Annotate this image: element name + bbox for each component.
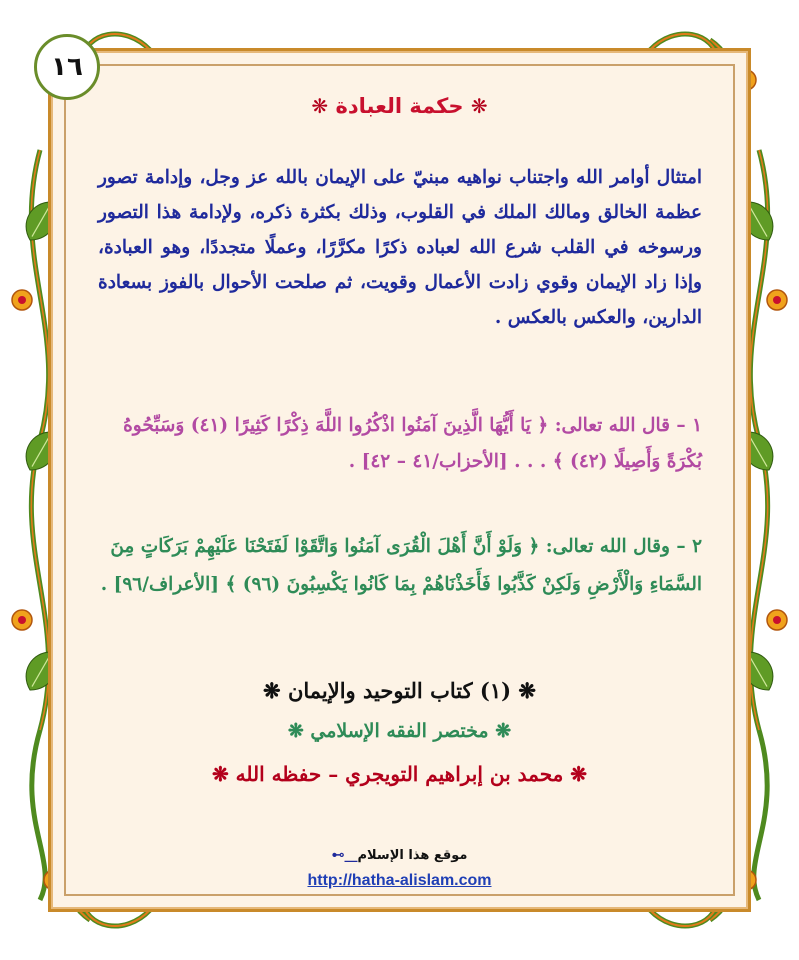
star-icon: ❋ bbox=[287, 720, 304, 742]
book-title-text: (١) كتاب التوحيد والإيمان bbox=[287, 678, 512, 703]
verse-2-intro: ٢ – وقال الله تعالى: bbox=[545, 536, 702, 557]
verse-1-reference: . . . [الأحزاب/٤١ – ٤٢] . bbox=[348, 451, 547, 472]
arrow-icon: __⊶ bbox=[331, 848, 358, 863]
star-icon: ❋ bbox=[263, 678, 281, 703]
site-label bbox=[0, 848, 799, 863]
book-title bbox=[0, 678, 799, 703]
site-url-link[interactable]: http://hatha-alislam.com bbox=[307, 872, 492, 889]
book-author-text: محمد بن إبراهيم التويجري – حفظه الله bbox=[235, 762, 564, 786]
star-icon: ❋ bbox=[495, 720, 512, 742]
book-author bbox=[0, 762, 799, 786]
title-text: حكمة العبادة bbox=[335, 94, 464, 118]
star-icon: ❋ bbox=[470, 94, 488, 118]
body-paragraph: امتثال أوامر الله واجتناب نواهيه مبنيّ على الإيمان بالله عز وجل، وإدامة تصور عظمة الخالق ومالك الملك في القلوب، وذلك بكثرة ذكره، ولإدامة هذا التصور ورسوخه في القلب شرع الله لعباده ذكرًا مكرَّرًا، وعملًا متجددًا، وهو العبادة، وإذا زاد الإيمان وقوي زادت الأعمال وقويت، ثم صلحت الأحوال بالفوز بسعادة الدارين، والعكس بالعكس . bbox=[98, 167, 702, 328]
star-icon: ❋ bbox=[518, 678, 536, 703]
book-source bbox=[0, 720, 799, 742]
verse-1-intro: ١ – قال الله تعالى: bbox=[554, 415, 702, 436]
verse-2-text: ﴿ وَلَوْ أَنَّ أَهْلَ الْقُرَى آمَنُوا وَاتَّقَوْا لَفَتَحْنَا عَلَيْهِمْ بَرَكَاتٍ مِنَ السَّمَاءِ وَالْأَرْضِ وَلَكِنْ كَذَّبُوا فَأَخَذْنَاهُمْ بِمَا كَانُوا يَكْسِبُونَ (٩٦) ﴾ bbox=[110, 536, 702, 595]
page-title bbox=[0, 94, 799, 118]
star-icon: ❋ bbox=[570, 762, 588, 786]
site-label-text: موقع هذا الإسلام bbox=[357, 848, 468, 863]
verse-block-2 bbox=[98, 528, 702, 604]
verse-1-text: ﴿ يَا أَيُّهَا الَّذِينَ آمَنُوا اذْكُرُوا اللَّهَ ذِكْرًا كَثِيرًا (٤١) وَسَبِّحُوهُ بُكْرَةً وَأَصِيلًا (٤٢) ﴾ bbox=[123, 415, 702, 472]
verse-2-reference: [الأعراف/٩٦] . bbox=[100, 574, 220, 595]
star-icon: ❋ bbox=[311, 94, 329, 118]
book-source-text: مختصر الفقه الإسلامي bbox=[310, 720, 489, 742]
star-icon: ❋ bbox=[211, 762, 229, 786]
page-number: ١٦ bbox=[51, 52, 83, 82]
verse-block-1 bbox=[98, 408, 702, 480]
page-number-badge bbox=[34, 34, 100, 100]
